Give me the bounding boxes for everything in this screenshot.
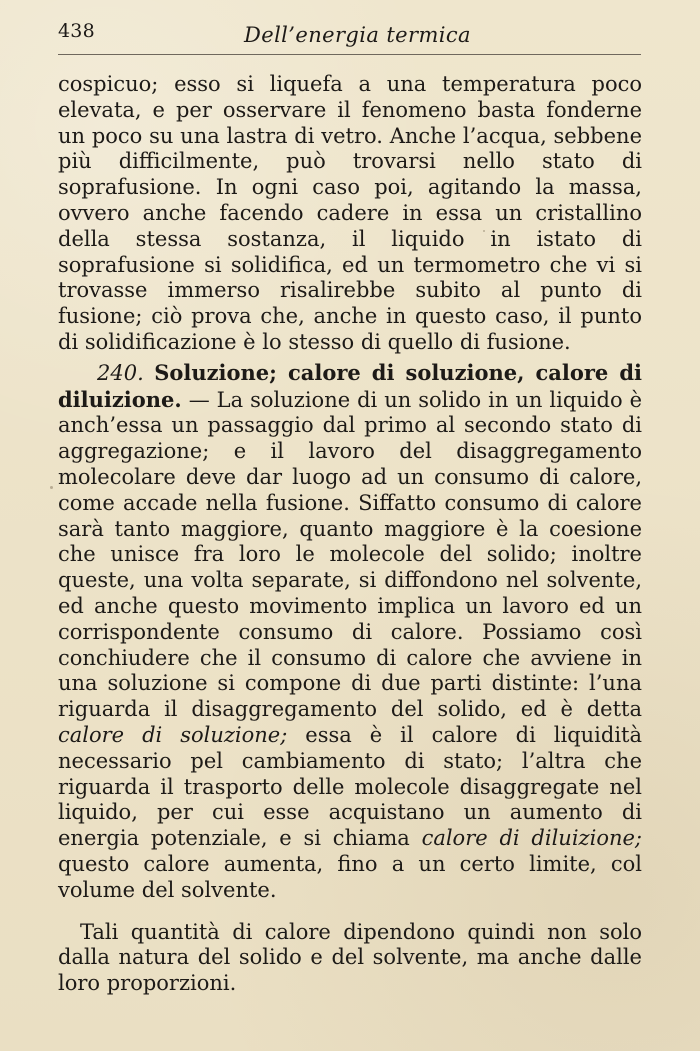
main-text [58,72,642,997]
paragraph-2-text-1: — La soluzione di un solido in un liquido è anch’essa un passaggio dal primo al secondo stato di aggregazione; e il lavoro del disaggregamento molecolare deve dar luogo ad un consumo di calore, come accade nella fusione. Siffatto consumo di calore sarà tanto maggiore, quanto maggiore è la coesione che unisce fra loro le molecole del solido; inoltre queste, una volta separate, si diffondono nel solvente, ed anche questo movimento implica un lavoro ed un corrispondente consumo di calore. Possiamo così conchiudere che il consumo di calore che avviene in una soluzione si compone di due parti distinte: l’una riguarda il disaggregamento del solido, ed è detta [58,387,642,722]
paragraph-2-text-3: questo calore aumenta, fino a un certo limite, col volume del solvente. [58,851,642,902]
term-calore-di-diluizione: calore di diluizione; [421,826,642,851]
section-title: Soluzione; calore di soluzione, calore di diluizione. [58,359,642,412]
page-header [58,20,642,54]
section-number: 240. [97,360,144,385]
term-calore-di-soluzione: calore di soluzione; [58,722,288,747]
paragraph-2 [58,360,642,904]
paragraph-2-text-2: essa è il calore di liquidità necessario pel cambiamento di stato; l’altra che riguarda il trasporto delle molecole disaggregate nel liquido, per cui esse acquistano un aumento di energia potenziale, e si chiama [58,722,643,851]
paper-speck [50,486,53,489]
header-rule [58,54,641,55]
running-title: Dell’energia termica [244,23,471,47]
paragraph-1: cospicuo; esso si liquefa a una temperatura poco elevata, e per osservare il fenomeno basta fonderne un poco su una lastra di vetro. Anche l’acqua, sebbene più difficilmente, può trovarsi nello stato di soprafusione. In ogni caso poi, agitando la massa, ovvero anche facendo cadere in essa un cristallino della stessa sostanza, il liquido in istato di soprafusione si solidifica, ed un termometro che vi si trovasse immerso risalirebbe subito al punto di fusione; ciò prova che, anche in questo caso, il punto di solidificazione è lo stesso di quello di fusione. [58,72,642,354]
paragraph-3: Tali quantità di calore dipendono quindi non solo dalla natura del solido e del solvente, ma anche dalle loro proporzioni. [58,919,642,996]
page-number: 438 [58,20,95,42]
paper-speck [483,230,485,232]
